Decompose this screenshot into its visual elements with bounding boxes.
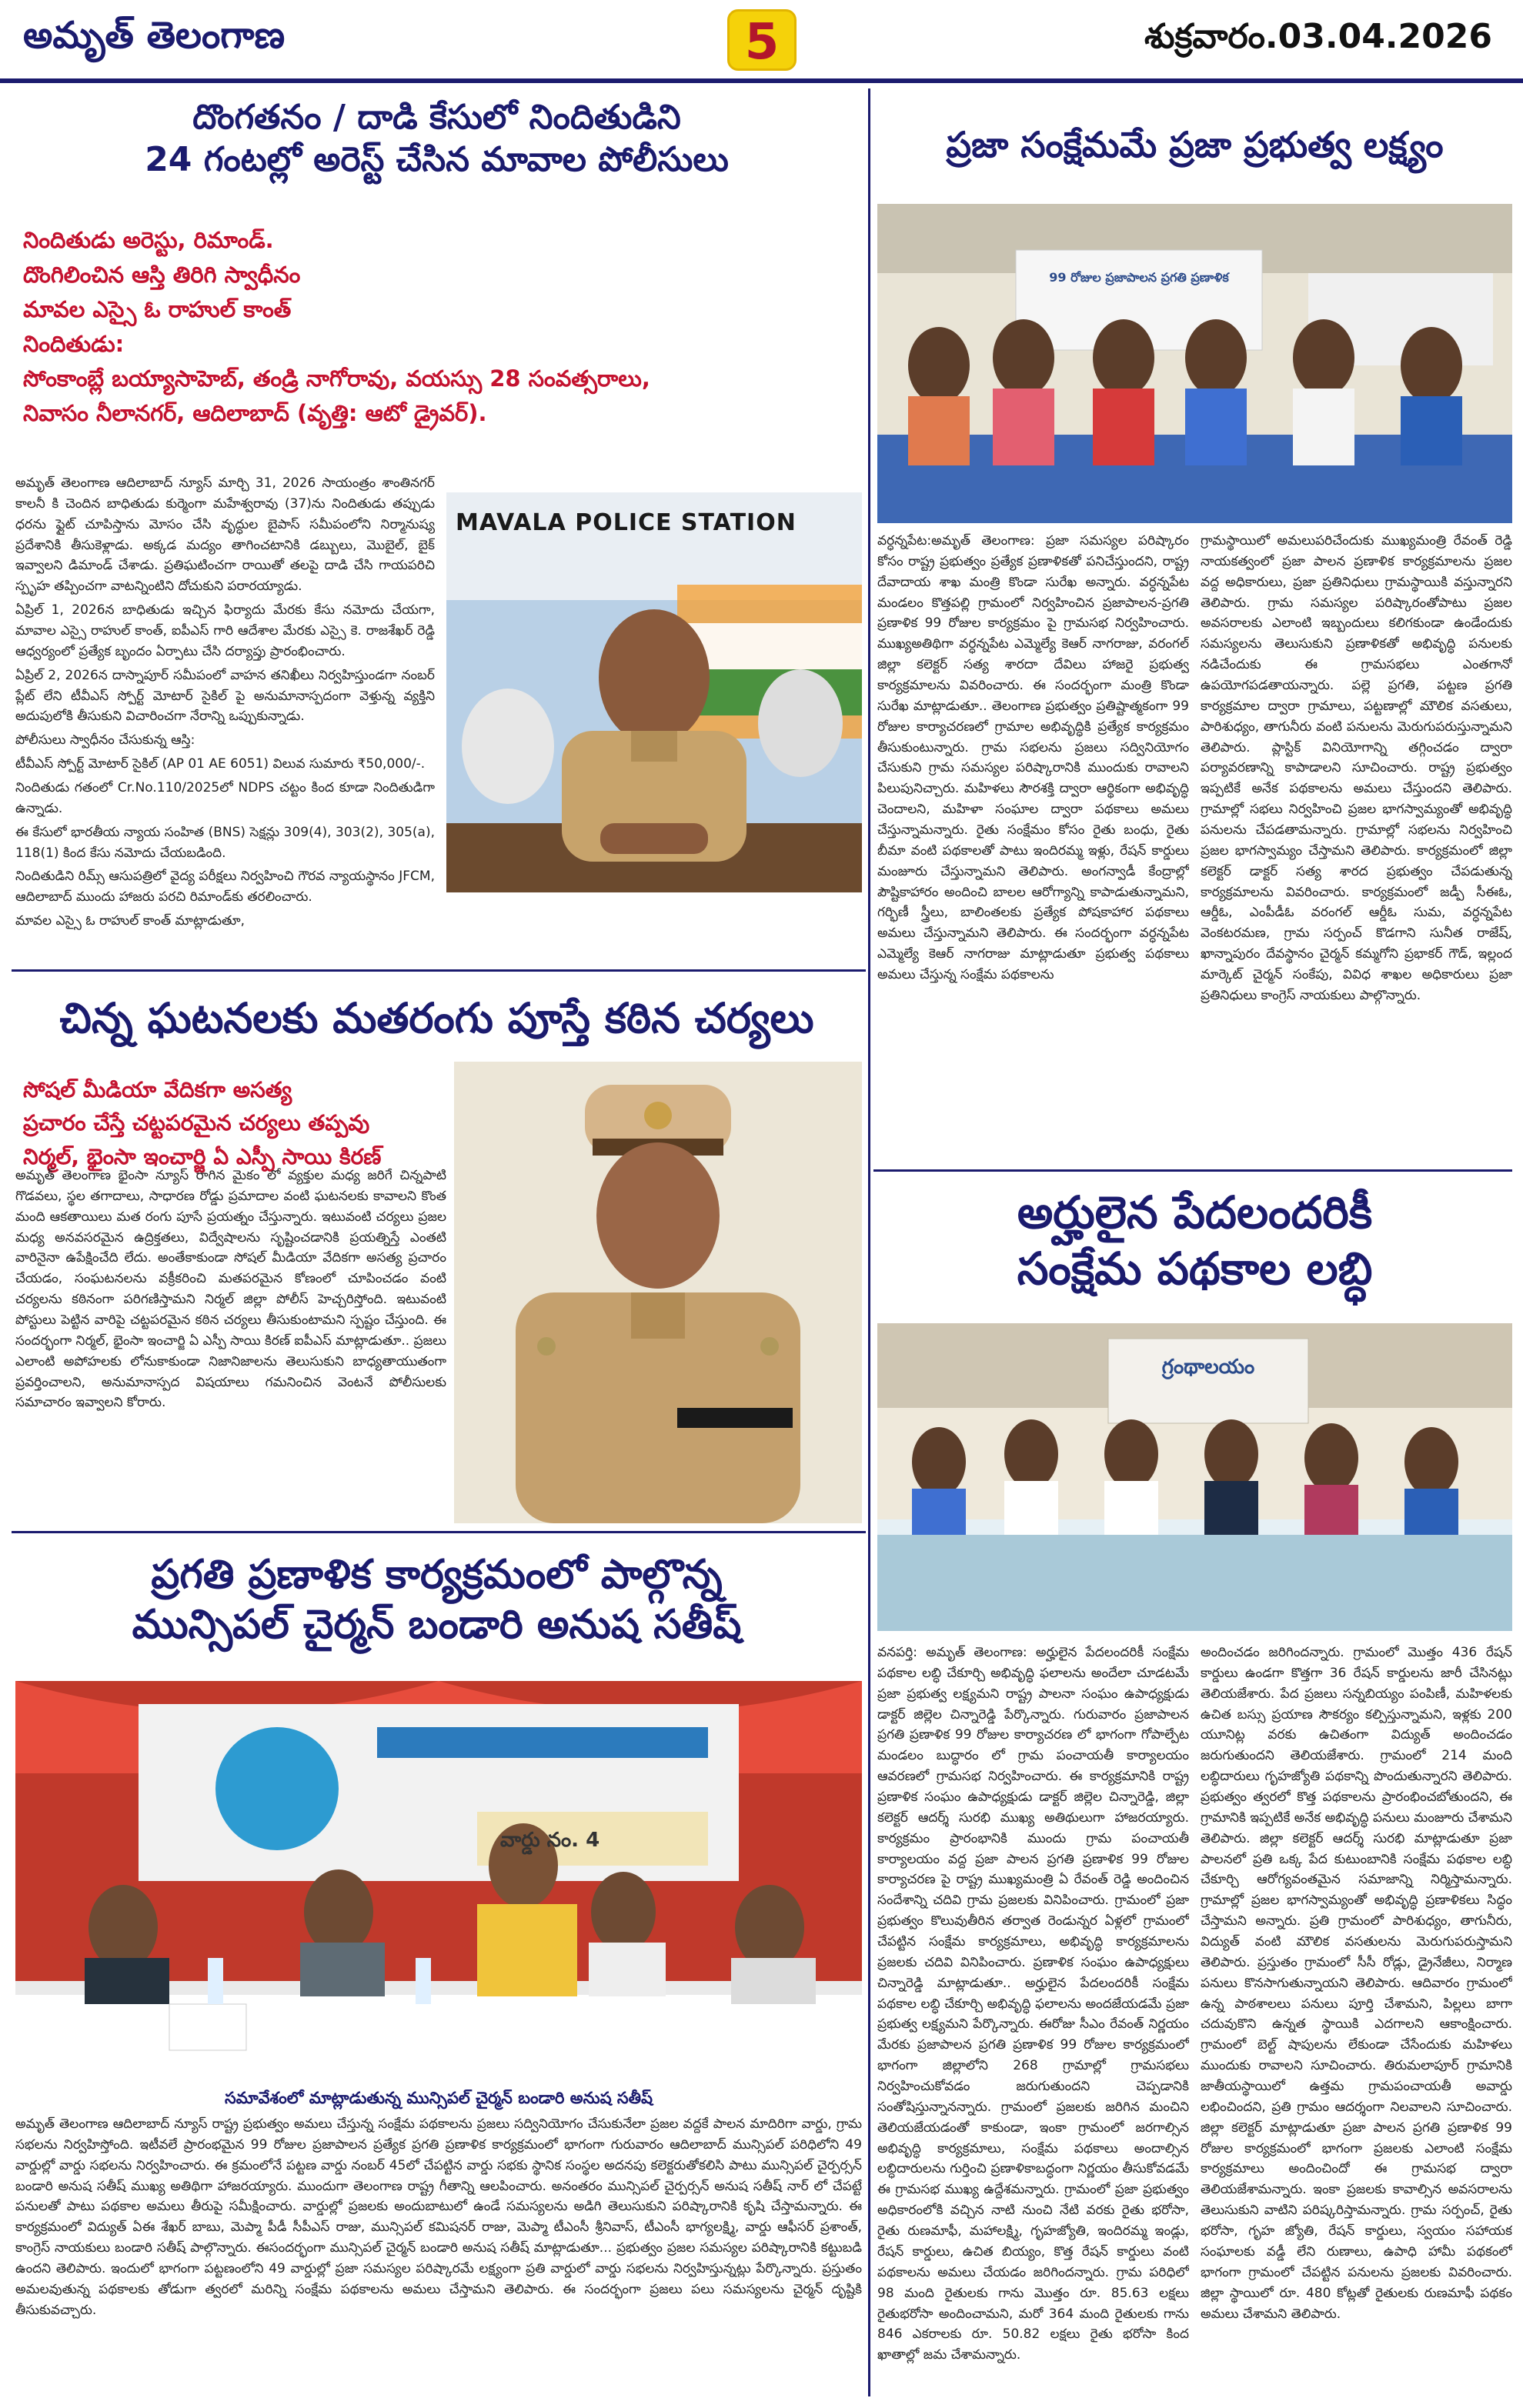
- paragraph: పోలీసులు స్వాధీనం చేసుకున్న ఆస్తి:: [15, 732, 195, 749]
- story-chairman-body: అమృత్ తెలంగాణ ఆదిలాబాద్ న్యూస్ రాష్ట్ర ప్రభుత్వం అమలు చేస్తున్న సంక్షేమ పథకాలను ప్రజలు సద్వినియోగం చేసుకునేలా ప్రజల వద్దకే పాలన మాదిరిగా వార్డు, గ్రామ సభలను నిర్వహిస్తోంది. ఇటీవలే ప్రారంభమైన 99 రోజుల ప్రజాపాలన ప్రత్యేక ప్రగతి ప్రణాళిక కార్యక్రమంలో భాగంగా గురువారం ఆదిలాబాద్ మున్సిపల్ పరిధిలోని 49 వార్డుల్లో వార్డు సభలను నిర్వహించారు. ఈ క్రమంలోనే పట్టణ వార్డు నంబర్ 45లో చేపట్టిన వార్డు సభకు స్థానిక సంస్థల అదనపు కలెక్టరుతోకలిసి పాటు మున్సిపల్ చైర్పర్సన్ బండారి అనుష సతీష్ ముఖ్య అతిథిగా హాజరయ్యారు. ముందుగా తెలంగాణ రాష్ట్ర గీతాన్ని ఆలపించారు. అనంతరం మున్సిపల్ చైర్పర్సన్ అనుష సతీష్ నార్ లో చేపట్టే పనులతో పాటు పథకాల అమలు తీరుపై సమీక్షించారు. వార్డుల్లో ప్రజలకు అందుబాటులో ఉండే సమస్యలను అడిగి తెలుసుకుని పరిష్కారానికి కృషి చేస్తామన్నారు. ఈ కార్యక్రమంలో విద్యుత్ ఏఈ శేఖర్ బాబు, మెప్మా పీడీ సీపీఎస్ రాజు, మున్సిపల్ కమిషనర్ రాజు, మెప్మా టీఎంసీ శ్రీనివాస్, టీఎంసీ భాగ్యలక్ష్మి, వార్డు ఆఫీసర్ ప్రశాంత్, కాంగ్రెస్ నాయకులు బండారి సతీష్ పాల్గొన్నారు. ఈసందర్భంగా మున్సిపల్ చైర్మన్ బండారి అనుష సతీష్ మాట్లాడుతూ... ప్రభుత్వం ప్రజల సమస్యల పరిష్కారానికి కట్టుబడి ఉందని తెలిపారు. ఇందులో భాగంగా పట్టణంలోని 49 వార్డుల్లో ప్రజా సమస్యల పరిష్కారమే లక్ష్యంగా ప్రతి వార్డులో వార్డు సభలను నిర్వహిస్తున్నట్లు పేర్కొన్నారు. ప్రస్తుతం అమలవుతున్న పథకాలకు తోడుగా త్వరలో మరిన్ని సంక్షేమ పథకాలను అమలు చేస్తామని తెలిపారు. ఈ సందర్భంగా ప్రజలు పలు సమస్యలను చైర్మన్ దృష్టికి తీసుకువచ్చారు.: [15, 2116, 862, 2318]
- gram-sabha-photo: [877, 1323, 1512, 1631]
- story-divider: [12, 1531, 866, 1533]
- story-eligible-poor-col1: వనపర్తి: అమృత్ తెలంగాణ: అర్హులైన పేదలందరికీ సంక్షేమ పథకాల లబ్ధి చేకూర్చి అభివృద్ధి ఫలాలను అందేలా చూడటమే ప్రజా ప్రభుత్వ లక్ష్యమని రాష్ట్ర పాలనా సంఘం ఉపాధ్యక్షుడు డాక్టర్ జిల్లెల చిన్నారెడ్డి పేర్కొన్నారు. గురువారం ప్రజాపాలన ప్రగతి ప్రణాళిక 99 రోజుల కార్యాచరణ లో భాగంగా గోపాల్పేట మండలం బుద్ధారం లో గ్రామ పంచాయతీ కార్యాలయం ఆవరణలో గ్రామసభ నిర్వహించారు. ఈ కార్యక్రమానికి రాష్ట్ర ప్రణాళిక సంఘం ఉపాధ్యక్షుడు డాక్టర్ జిల్లెల చిన్నారెడ్డి, జిల్లా కలెక్టర్ ఆదర్శ్ సురభి ముఖ్య అతిథులుగా హాజరయ్యారు. కార్యక్రమం ప్రారంభానికి ముందు గ్రామ పంచాయతీ కార్యాలయం వద్ద ప్రజా పాలన ప్రగతి ప్రణాళిక 99 రోజుల కార్యాచరణ పై రాష్ట్ర ముఖ్యమంత్రి ఏ రేవంత్ రెడ్డి అందించిన సందేశాన్ని చదివి గ్రామ ప్రజలకు వినిపించారు. గ్రామంలో ప్రజా ప్రభుత్వం కొలువుతీరిన తర్వాత రెండున్నర ఏళ్లలో గ్రామంలో చేపట్టిన సంక్షేమ కార్యక్రమాలు, అభివృద్ధి కార్యక్రమాలను ప్రజలకు చదివి వినిపించారు. ప్రణాళిక సంఘం ఉపాధ్యక్షులు చిన్నారెడ్డి మాట్లాడుతూ.. అర్హులైన పేదలందరికీ సంక్షేమ పథకాల లబ్ధి చేకూర్చి అభివృద్ధి ఫలాలను అందజేయడమే ప్రజా ప్రభుత్వ లక్ష్యమని పేర్కొన్నారు. ఈరోజు సీఎం రేవంత్ నిర్ణయం మేరకు ప్రజాపాలన ప్రగతి ప్రణాళిక 99 రోజుల కార్యక్రమంలో భాగంగా జిల్లాలోని 268 గ్రామాల్లో గ్రామసభలు నిర్వహించుకోవడం జరుగుతుందని చెప్పడానికి సంతోషిస్తున్నానన్నారు. గ్రామంలో ప్రజలకు జరిగిన మంచిని తెలియజేయడంతో కాకుండా, ఇంకా గ్రామంలో జరగాల్సిన అభివృద్ధి కార్యక్రమాలు, సంక్షేమ పథకాలు అందాల్సిన లబ్ధిదారులను గుర్తించి ప్రణాళికాబద్ధంగా నిర్ణయం తీసుకోవడమే ఈ గ్రామసభ ముఖ్య ఉద్దేశమన్నారు. గ్రామంలో ప్రజా ప్రభుత్వం అధికారంలోకి వచ్చిన నాటి నుంచి నేటి వరకు రైతు భరోసా, రైతు రుణమాఫీ, మహాలక్ష్మి, గృహజ్యోతి, ఇందిరమ్మ ఇండ్లు, రేషన్ కార్డులు, ఉచిత బియ్యం, కొత్త రేషన్ కార్డులు వంటి పథకాలను అమలు చేయడం జరిగిందన్నారు. గ్రామ పరిధిలో 98 మంది రైతులకు గాను మొత్తం రూ. 85.63 లక్షలు రైతుభరోసా అందించామని, మరో 364 మంది రైతులకు గాను 846 ఎకరాలకు రూ. 50.82 లక్షలు రైతు భరోసా కింద ఖాతాల్లో జమ చేశామన్నారు.: [877, 1645, 1189, 2363]
- asp-portrait-photo: [454, 1062, 862, 1523]
- headline-line: 24 గంటల్లో అరెస్ట్ చేసిన మావాల పోలీసులు: [145, 140, 729, 179]
- paragraph: టీవీఎస్ స్పోర్ట్ మోటార్ సైకిల్ (AP 01 AE 6051) విలువ సుమారు ₹50,000/-.: [15, 756, 426, 772]
- story-welfare-goal-col2: గ్రామస్థాయిలో అమలుపరిచేందుకు ముఖ్యమంత్రి రేవంత్ రెడ్డి నాయకత్వంలో ప్రజా పాలన ప్రణాళిక కార్యక్రమాలను ప్రజల వద్ద అధికారులు, ప్రజా ప్రతినిధులు గ్రామస్థాయికి వస్తున్నారని తెలిపారు. గ్రామ సమస్యల పరిష్కారంతోపాటు ప్రజల అవసరాలకు ఎలాంటి ఇబ్బందులు కలిగకుండా ఉండేందుకు సమస్యలను తెలుసుకుని ప్రణాళికతో అభివృద్ధి పనులకు నడిచేందుకు ఈ గ్రామసభలు ఎంతగానో ఉపయోగపడతాయన్నారు. పల్లె ప్రగతి, పట్టణ ప్రగతి కార్యక్రమాల ద్వారా గ్రామాలు, పట్టణాల్లో మౌలిక వసతులు, పారిశుధ్యం, తాగునీరు వంటి పనులను మెరుగుపరుస్తున్నామని తెలిపారు. ప్లాస్టిక్ వినియోగాన్ని తగ్గించడం ద్వారా పర్యావరణాన్ని కాపాడాలని సూచించారు. రాష్ట్ర ప్రభుత్వం ఇప్పటికే అనేక పథకాలను అమలు చేస్తుందని తెలిపారు. గ్రామాల్లో సభలు నిర్వహించి ప్రజల భాగస్వామ్యంతో అభివృద్ధి పనులను చేపడతామన్నారు. గ్రామాల్లో సభలను నిర్వహించి ప్రజల భాగస్వామ్యం చేస్తామని తెలిపారు. కార్యక్రమంలో జిల్లా కలెక్టర్ డాక్టర్ సత్య శారద ప్రభుత్వం చేపడుతున్న కార్యక్రమాలను వివరించారు. కార్యక్రమంలో జడ్పీ సీఈఓ, ఆర్డీఓ, ఎంపీడీఓ వరంగల్ ఆర్డీఓ సుమ, వర్ధన్నపేట వెంకటరమణ, గ్రామ సర్పంచ్ కొడగాని సునీత రాజేష్, ఖాన్నాపురం దేవస్థానం చైర్మన్ కమ్మగోని ప్రభాకర్ గౌడ్, ఇల్లంద మార్కెట్ చైర్మన్ సంకేపు, వివిధ శాఖల అధికారులు ప్రజా ప్రతినిధులు కాంగ్రెస్ నాయకులు పాల్గొన్నారు.: [1201, 533, 1512, 1003]
- ward-meeting-photo: [15, 1681, 862, 2085]
- story-communal-body: అమృత్ తెలంగాణ భైంసా న్యూస్ రాగిన మైకం లో వ్యక్తుల మధ్య జరిగే చిన్నపాటి గొడవలు, స్థల తగాదాలు, సాధారణ రోడ్డు ప్రమాదాల వంటి ఘటనలకు కావాలని కొంత మంది ఆకతాయిలు మత రంగు పూసే ప్రయత్నం చేస్తున్నారు. ఇటువంటి చర్యలు ప్రజల మధ్య అనవసరమైన ఉద్రిక్తతలు, విద్వేషాలను సృష్టించడానికి ప్రయత్నిస్తే ఎంతటి వారినైనా ఉపేక్షించేది లేదు. అంతేకాకుండా సోషల్ మీడియా వేదికగా అసత్య ప్రచారం చేయడం, సంఘటనలను వక్రీకరించి మతపరమైన కోణంలో చూపించడం వంటి చర్యలను కఠినంగా పరిగణిస్తామని నిర్మల్ జిల్లా పోలీస్ హెచ్చరిస్తోంది. ఇటువంటి పోస్టులు పెట్టిన వారిపై చట్టపరమైన కఠిన చర్యలు తీసుకుంటామని స్పష్టం చేస్తుంది. ఈ సందర్భంగా నిర్మల్, భైంసా ఇంచార్జి ఏ ఎస్పీ సాయి కిరణ్ ఐపీఎస్ మాట్లాడుతూ.. ప్రజలు ఎలాంటి అపోహలకు లోనుకాకుండా నిజానిజాలను తెలుసుకుని బాధ్యతాయుతంగా ప్రవర్తించాలని, అనుమానాస్పద విషయాలు గమనించిన వెంటనే పోలీసులకు సమాచారం ఇవ్వాలని కోరారు.: [15, 1168, 446, 1411]
- headline-line: మున్సిపల్ చైర్మన్ బండారి అనుష సతీష్: [132, 1602, 742, 1648]
- subhead-line: దొంగిలించిన ఆస్తి తిరిగి స్వాధీనం: [23, 261, 301, 288]
- story-chairman-headline: [12, 1550, 862, 1650]
- story-arrest-subhead: [23, 223, 862, 431]
- subhead-line: సోషల్ మీడియా వేదికగా అసత్య: [23, 1077, 292, 1102]
- page-number-badge: 5: [727, 9, 797, 71]
- story-eligible-poor-headline: [877, 1185, 1512, 1296]
- subhead-line: మావల ఎస్సై ఓ రాహుల్ కాంత్: [23, 295, 292, 322]
- police-officer-photo: [446, 492, 862, 892]
- column-divider: [868, 88, 870, 1543]
- masthead-rule: [0, 78, 1523, 83]
- paragraph: ఈ కేసులో భారతీయ న్యాయ సంహిత (BNS) సెక్షన్లు 309(4), 303(2), 305(a), 118(1) కింద కేసు నమోదు చేయబడింది.: [15, 824, 435, 861]
- masthead: [0, 0, 1523, 88]
- station-sign: MAVALA POLICE STATION: [456, 509, 797, 536]
- paper-name: అమృత్ తెలంగాణ: [23, 14, 286, 57]
- ward-banner-text: వార్డు నం. 4: [500, 1829, 600, 1852]
- subhead-line: నిర్మల్, భైంసా ఇంచార్జి ఏ ఎస్పీ సాయి కిరణ్: [23, 1143, 382, 1169]
- paragraph: నిందితుడు గతంలో Cr.No.110/2025లో NDPS చట్టం కింద కూడా నిందితుడిగా ఉన్నాడు.: [15, 780, 435, 816]
- story-divider: [873, 1169, 1512, 1172]
- paragraph: ఏప్రిల్ 1, 2026న బాధితుడు ఇచ్చిన ఫిర్యాదు మేరకు కేసు నమోదు చేయగా, మావాల ఎస్సై రాహుల్ కాంత్, ఐపీఎస్ గారి ఆదేశాల మేరకు ఎస్సై కె. రాజశేఖర్ రెడ్డి ఆధ్వర్యంలో ప్రత్యేక బృందం ఏర్పాటు చేసి దర్యాప్తు ప్రారంభించారు.: [15, 602, 435, 659]
- headline-line: ప్రగతి ప్రణాళిక కార్యక్రమంలో పాల్గొన్న: [151, 1552, 723, 1598]
- column-divider: [868, 1543, 870, 2396]
- stage-banner-text: 99 రోజుల ప్రజాపాలన ప్రగతి ప్రణాళిక: [1049, 270, 1229, 285]
- story-eligible-poor-col2: అందించడం జరిగిందన్నారు. గ్రామంలో మొత్తం 436 రేషన్ కార్డులు ఉండగా కొత్తగా 36 రేషన్ కార్డులను జారీ చేసినట్లు తెలియజేశారు. పేద ప్రజలు సన్నబియ్యం పంపిణీ, మహిళలకు ఉచిత బస్సు ప్రయాణ సౌకర్యం కల్పిస్తున్నామని, ఇళ్లకు 200 యూనిట్ల వరకు ఉచితంగా విద్యుత్ అందించడం జరుగుతుందని తెలియజేశారు. గ్రామంలో 214 మంది లబ్ధిదారులు గృహజ్యోతి పథకాన్ని పొందుతున్నారని తెలిపారు. ప్రభుత్వం త్వరలో కొత్త పథకాలను ప్రారంభించబోతుందని, ఈ గ్రామానికి ఇప్పటికే అనేక అభివృద్ధి పనులు మంజూరు చేశామని తెలిపారు. జిల్లా కలెక్టర్ ఆదర్శ్ సురభి మాట్లాడుతూ ప్రజా పాలనలో ప్రతి ఒక్క పేద కుటుంబానికి సంక్షేమ పథకాల లబ్ధి చేకూర్చి ఆరోగ్యవంతమైన సమాజాన్ని నిర్మిస్తామన్నారు. గ్రామాల్లో ప్రజల భాగస్వామ్యంతో అభివృద్ధి ప్రణాళికలు సిద్ధం చేస్తామని అన్నారు. ప్రతి గ్రామంలో పారిశుధ్యం, తాగునీరు, విద్యుత్ వంటి మౌలిక వసతులను మెరుగుపరుస్తామని తెలిపారు. ప్రస్తుతం గ్రామంలో సీసీ రోడ్లు, డ్రైనేజీలు, నిర్మాణ పనులు కొనసాగుతున్నాయని తెలిపారు. ఆదివారం గ్రామంలో ఉన్న పాఠశాలలు పనులు పూర్తి చేశామని, పిల్లలు బాగా చదువుకొని ఉన్నత స్థాయికి ఎదగాలని ఆకాంక్షించారు. గ్రామంలో బెల్ట్ షాపులను లేకుండా చేసేందుకు మహిళలు ముందుకు రావాలని సూచించారు. తిరుమలాపూర్ గ్రామానికి జాతీయస్థాయిలో ఉత్తమ గ్రామపంచాయతీ అవార్డు లభించిందని, ప్రతి గ్రామం ఆదర్శంగా నిలవాలని సూచించారు. జిల్లా కలెక్టర్ మాట్లాడుతూ ప్రజా పాలన ప్రగతి ప్రణాళిక 99 రోజుల కార్యక్రమంలో భాగంగా ప్రజలకు ఎలాంటి సంక్షేమ కార్యక్రమాలు అందించిందో ఈ గ్రామసభ ద్వారా తెలియజేశామన్నారు. ఇంకా ప్రజలకు కావాల్సిన అవసరాలను తెలుసుకుని వాటిని పరిష్కరిస్తామన్నారు. గ్రామ సర్పంచ్, రైతు భరోసా, గృహ జ్యోతి, రేషన్ కార్డులు, స్వయం సహాయక సంఘాలకు వడ్డీ లేని రుణాలు, ఉపాధి హామీ పథకంలో భాగంగా గ్రామంలో చేపట్టిన పనులను ప్రజలకు వివరించారు. జిల్లా స్థాయిలో రూ. 480 కోట్లతో రైతులకు రుణమాఫీ పథకం అమలు చేశామని తెలిపారు.: [1201, 1645, 1512, 2322]
- subhead-line: ప్రచారం చేస్తే చట్టపరమైన చర్యలు తప్పవు: [23, 1110, 370, 1136]
- subhead-line: సోంకాంబ్లే బయ్యాసాహెబ్, తండ్రి నాగోరావు, వయస్సు 28 సంవత్సరాలు,: [23, 365, 650, 392]
- photo-caption: సమావేశంలో మాట్లాడుతున్న మున్సిపల్ చైర్మన్ బండారి అనుష సతీష్: [224, 2089, 653, 2107]
- headline-line: సంక్షేమ పథకాల లబ్ధి: [1017, 1242, 1373, 1295]
- paragraph: ఏప్రిల్ 2, 2026న దాస్నాపూర్ సమీపంలో వాహన తనిఖీలు నిర్వహిస్తుండగా నంబర్ ప్లేట్ లేని టీవీఎస్ స్పోర్ట్ మోటార్ సైకిల్ పై అనుమానాస్పదంగా వెళ్తున్న వ్యక్తిని అదుపులోకి తీసుకుని విచారించగా నేరాన్ని ఒప్పుకున్నాడు.: [15, 667, 435, 725]
- headline-line: దొంగతనం / దాడి కేసులో నిందితుడిని: [192, 98, 681, 137]
- subhead-line: నిందితుడు అరెస్టు, రిమాండ్.: [23, 227, 274, 253]
- library-sign-text: గ్రంథాలయం: [1161, 1356, 1255, 1379]
- subhead-line: నివాసం నీలానగర్, ఆదిలాబాద్ (వృత్తి: ఆటో డ్రైవర్).: [23, 399, 487, 426]
- story-welfare-goal-headline: ప్రజా సంక్షేమమే ప్రజా ప్రభుత్వ లక్ష్యం: [946, 124, 1444, 165]
- subhead-line: నిందితుడు:: [23, 330, 125, 357]
- story-arrest-body: [15, 473, 435, 973]
- story-welfare-goal-col1: వర్ధన్నపేట:అమృత్ తెలంగాణ: ప్రజా సమస్యల పరిష్కారం కోసం రాష్ట్ర ప్రభుత్వం ప్రత్యేక ప్రణాళికతో పనిచేస్తుందని, రాష్ట్ర దేవాదాయ శాఖ మంత్రి కొండా సురేఖ అన్నారు. వర్ధన్నపేట మండలం కొత్తపల్లి గ్రామంలో నిర్వహించిన ప్రజాపాలన-ప్రగతి ప్రణాళిక 99 రోజుల కార్యక్రమం పై గ్రామసభ నిర్వహించారు. ముఖ్యఅతిథిగా వర్ధన్నపేట ఎమ్మెల్యే కెఆర్ నాగరాజు, వరంగల్ జిల్లా కలెక్టర్ సత్య శారదా దేవిలు హాజరై ప్రభుత్వ కార్యక్రమాలను వివరించారు. ఈ సందర్భంగా మంత్రి కొండా సురేఖ మాట్లాడుతూ.. తెలంగాణ ప్రభుత్వం ప్రతిష్టాత్మకంగా 99 రోజుల కార్యాచరణలో గ్రామాల అభివృద్ధికి ప్రత్యేక కార్యక్రమం తీసుకుంటున్నారు. గ్రామ సభలను ప్రజలు సద్వినియోగం చేసుకుని గ్రామ సమస్యల పరిష్కారానికి ముందుకు రావాలని పిలుపునిచ్చారు. మహిళలు సౌరశక్తి ద్వారా ఆర్థికంగా అభివృద్ధి చెందాలని, మహిళా సంఘాల ద్వారా పథకాలు అమలు చేస్తున్నామన్నారు. రైతు సంక్షేమం కోసం రైతు బంధు, రైతు బీమా వంటి పథకాలతో పాటు ఇందిరమ్మ ఇళ్లు, రేషన్ కార్డులు మంజూరు చేస్తున్నామని తెలిపారు. అంగన్వాడీ కేంద్రాల్లో పౌష్టికాహారం అందించి బాలల ఆరోగ్యాన్ని కాపాడుతున్నామని, గర్భిణీ స్త్రీలు, బాలింతలకు ప్రత్యేక పోషకాహార పథకాలు అమలు చేస్తున్నామని తెలిపారు. ఈ సందర్భంగా వర్ధన్నపేట ఎమ్మెల్యే కెఆర్ నాగరాజు మాట్లాడుతూ ప్రభుత్వ పథకాలు అమలు చేస్తున్న సంక్షేమ పథకాలను: [877, 533, 1189, 983]
- story-arrest-headline: [12, 96, 862, 181]
- paragraph: మావల ఎస్సై ఓ రాహుల్ కాంత్ మాట్లాడుతూ,: [15, 913, 245, 929]
- minister-stage-photo: [877, 204, 1512, 523]
- paragraph: అమృత్ తెలంగాణ ఆదిలాబాద్ న్యూస్ మార్చి 31, 2026 సాయంత్రం శాంతినగర్ కాలనీ కి చెందిన బాధితుడు కుర్మెంగా మహేశ్వరావు (37)ను నిందితుడు తప్పుడు ధరను ఫ్లైట్ చూపిస్తాను మోసం చేసి వృద్ధుల బైపాస్ సమీపంలోని నిర్మానుష్య ప్రదేశానికి తీసుకెళ్లాడు. అక్కడ మద్యం తాగించటానికి డబ్బులు, మొబైల్, బైక్ ఇవ్వాలని డిమాండ్ చేశాడు. ప్రతిఘటించగా రాయితో తలపై దాడి చేసి గాయపరిచి స్పృహ తప్పించగా వాటన్నింటిని దోచుకుని పరారయ్యాడు.: [15, 475, 435, 595]
- headline-line: అర్హులైన పేదలందరికీ: [1017, 1186, 1373, 1239]
- issue-date: శుక్రవారం.03.04.2026: [1144, 17, 1492, 56]
- story-communal-headline: చిన్న ఘటనలకు మతరంగు పూస్తే కఠిన చర్యలు: [59, 994, 814, 1042]
- paragraph: నిందితుడిని రిమ్స్ ఆసుపత్రిలో వైద్య పరీక్షలు నిర్వహించి గౌరవ న్యాయస్థానం JFCM, ఆదిలాబాద్ ముందు హాజరు పరచి రిమాండ్‌కు తరలించారు.: [15, 869, 435, 906]
